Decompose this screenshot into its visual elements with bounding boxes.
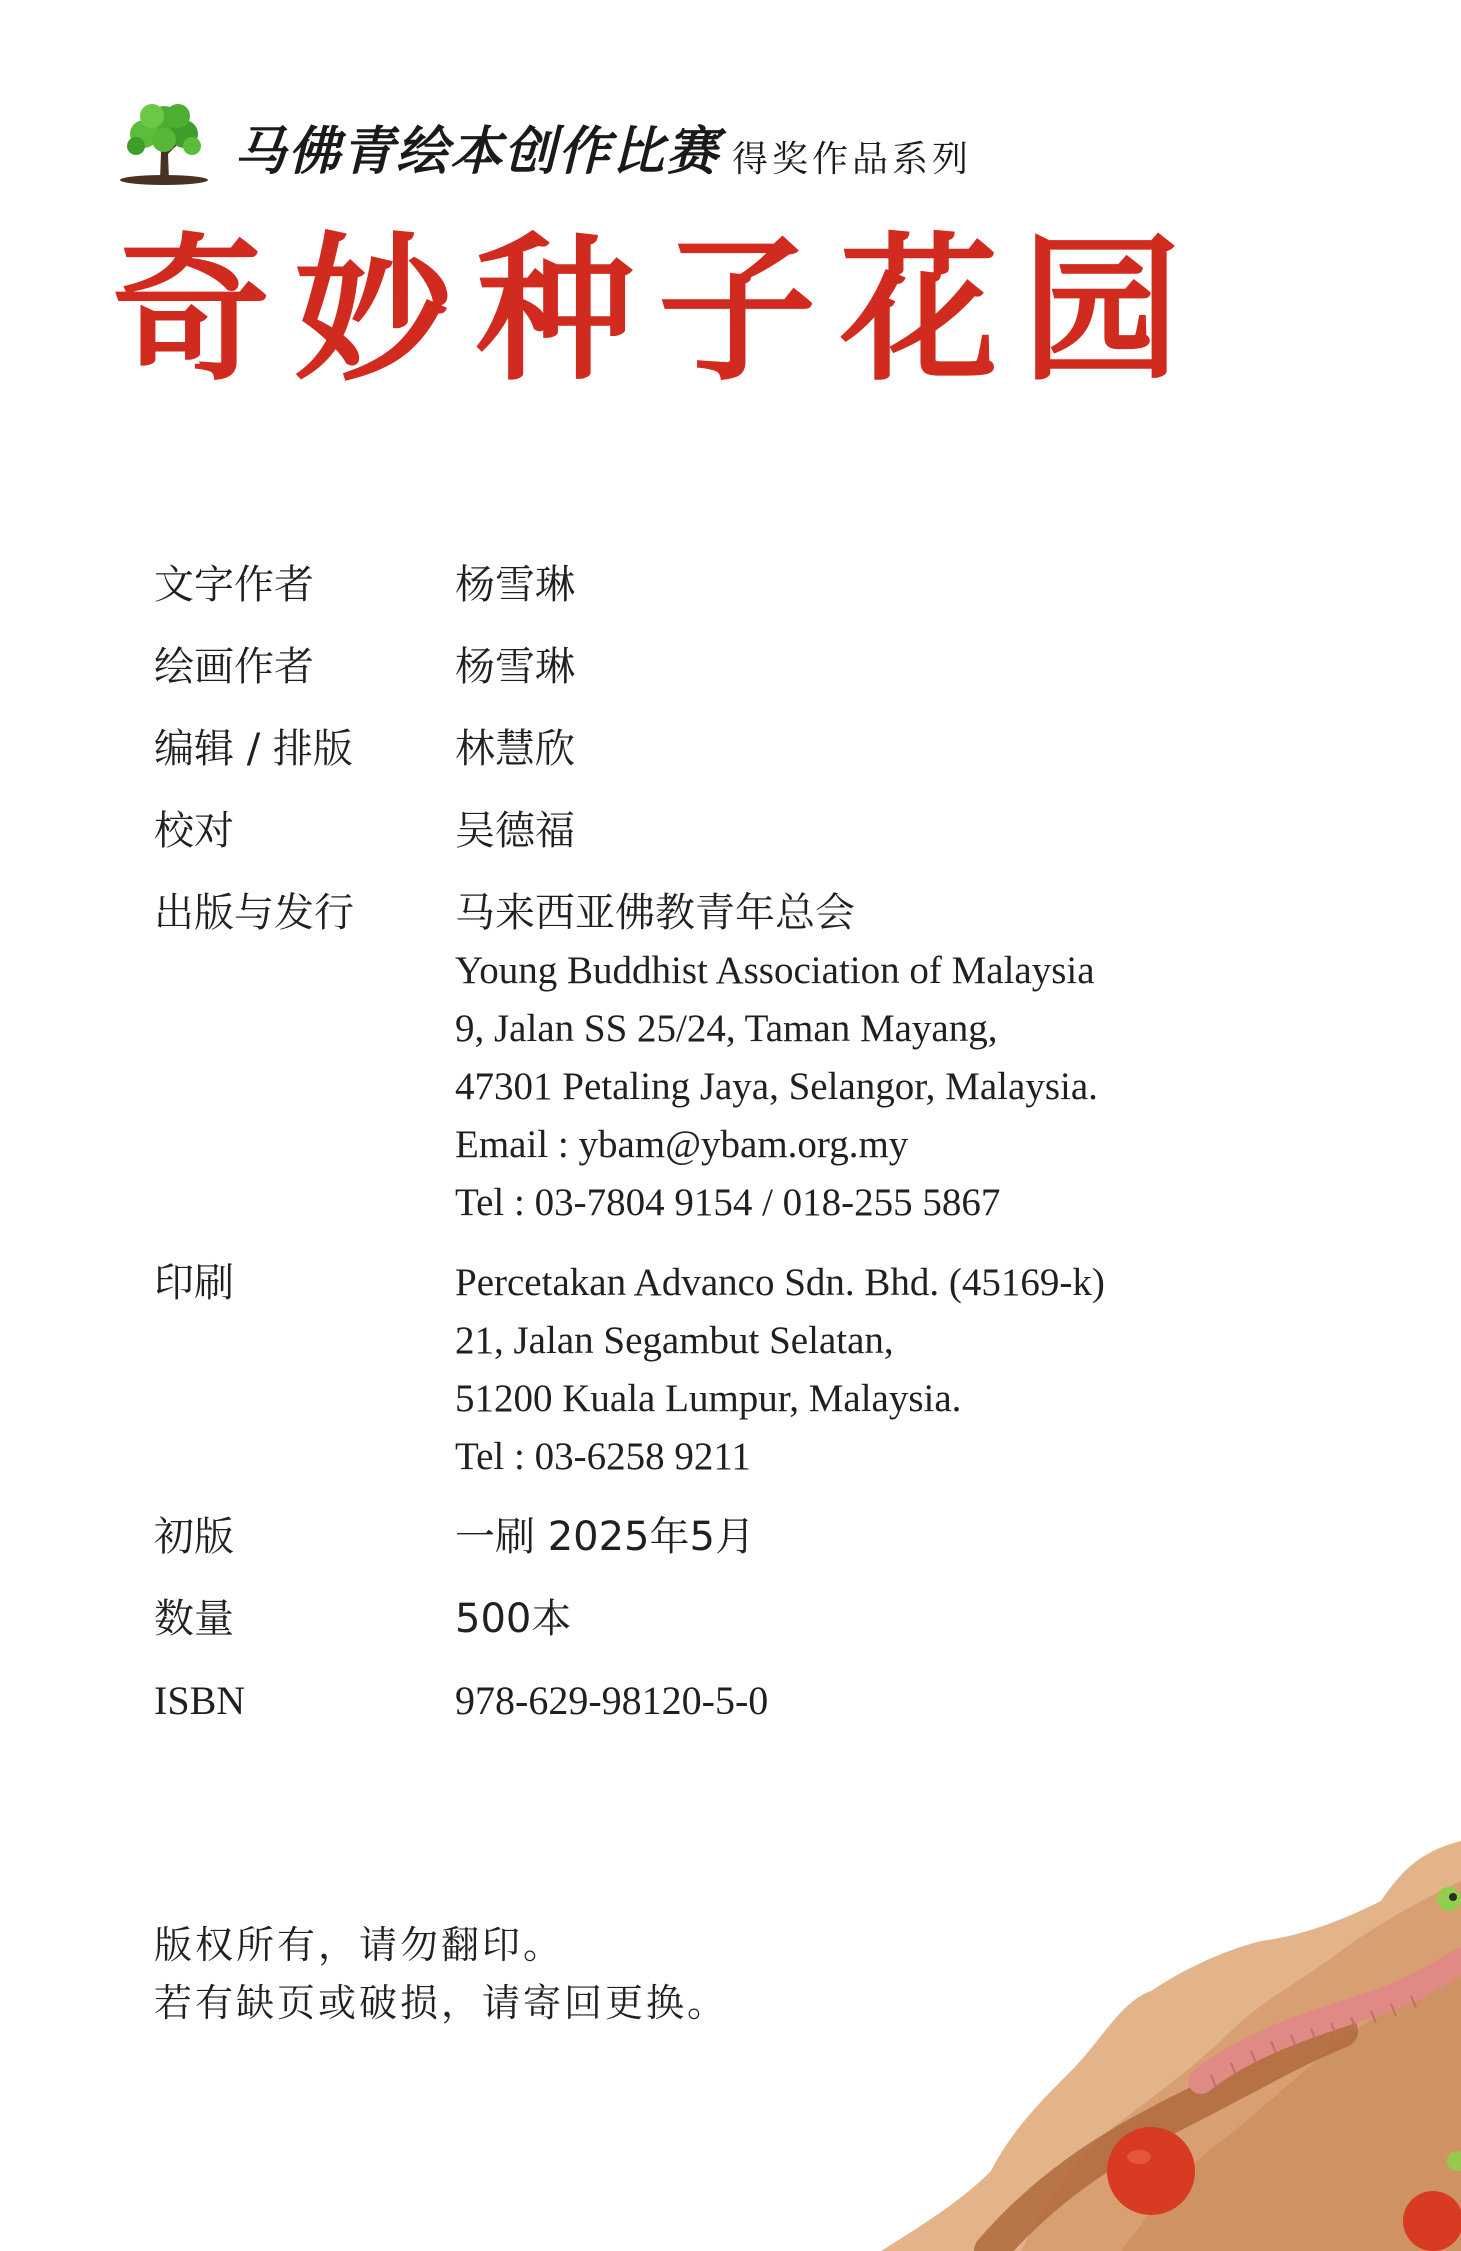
credit-row-printer: [154, 1254, 1304, 1486]
publisher-address-line: 9, Jalan SS 25/24, Taman Mayang,: [455, 1007, 998, 1050]
series-subtitle: 得奖作品系列: [732, 139, 973, 180]
red-seed: [1403, 2191, 1461, 2251]
credit-label: 数量: [154, 1596, 234, 1642]
credit-row-quantity: [154, 1590, 1304, 1648]
red-seed: [1107, 2127, 1195, 2215]
credit-label: 文字作者: [154, 562, 314, 608]
printer-address-line: 51200 Kuala Lumpur, Malaysia.: [455, 1377, 962, 1420]
credit-value: 500本: [455, 1596, 572, 1642]
credit-value: 978-629-98120-5-0: [455, 1678, 769, 1723]
credit-row-edition: [154, 1508, 1304, 1566]
publisher-tel: Tel : 03-7804 9154 / 018-255 5867: [455, 1181, 1001, 1224]
credit-row-editor: [154, 720, 1304, 778]
printer-name: Percetakan Advanco Sdn. Bhd. (45169-k): [455, 1261, 1105, 1304]
tree-icon: [116, 100, 212, 186]
notice-line: 若有缺页或破损，请寄回更换。: [154, 1981, 729, 2025]
credit-value: 林慧欣: [455, 726, 575, 772]
credit-label: 编辑 / 排版: [154, 726, 353, 772]
credit-label: 初版: [154, 1514, 234, 1560]
credit-row-proofreader: [154, 802, 1304, 860]
credit-row-isbn: [154, 1672, 1304, 1730]
printer-address-line: 21, Jalan Segambut Selatan,: [455, 1319, 894, 1362]
credit-row-writer: [154, 556, 1304, 614]
publisher-address-line: 47301 Petaling Jaya, Selangor, Malaysia.: [455, 1065, 1098, 1108]
notice-line: 版权所有，请勿翻印。: [154, 1923, 565, 1967]
credit-label: 校对: [154, 808, 234, 854]
publisher-email: Email : ybam@ybam.org.my: [455, 1123, 909, 1166]
publisher-details: [455, 884, 1098, 1232]
printer-tel: Tel : 03-6258 9211: [455, 1435, 751, 1478]
printer-details: [455, 1254, 1105, 1486]
credit-value: 一刷 2025年5月: [455, 1514, 755, 1560]
publisher-name-en: Young Buddhist Association of Malaysia: [455, 949, 1095, 992]
credit-value: 杨雪琳: [455, 562, 575, 608]
corner-illustration: [821, 1841, 1461, 2251]
copyright-notice: [154, 1916, 728, 2032]
credit-row-illustrator: [154, 638, 1304, 696]
credits-block: [154, 556, 1304, 1730]
series-header: [116, 96, 972, 186]
credit-value: 吴德福: [455, 808, 575, 854]
credit-label: 出版与发行: [154, 890, 354, 936]
credit-label: 印刷: [154, 1260, 234, 1306]
credit-row-publisher: [154, 884, 1304, 1232]
publisher-name-zh: 马来西亚佛教青年总会: [455, 890, 855, 936]
credit-label: ISBN: [154, 1678, 246, 1723]
book-title: 奇妙种子花园: [112, 219, 1204, 403]
credit-label: 绘画作者: [154, 644, 314, 690]
series-main-title: 马佛青绘本创作比赛: [234, 122, 721, 182]
credit-value: 杨雪琳: [455, 644, 575, 690]
